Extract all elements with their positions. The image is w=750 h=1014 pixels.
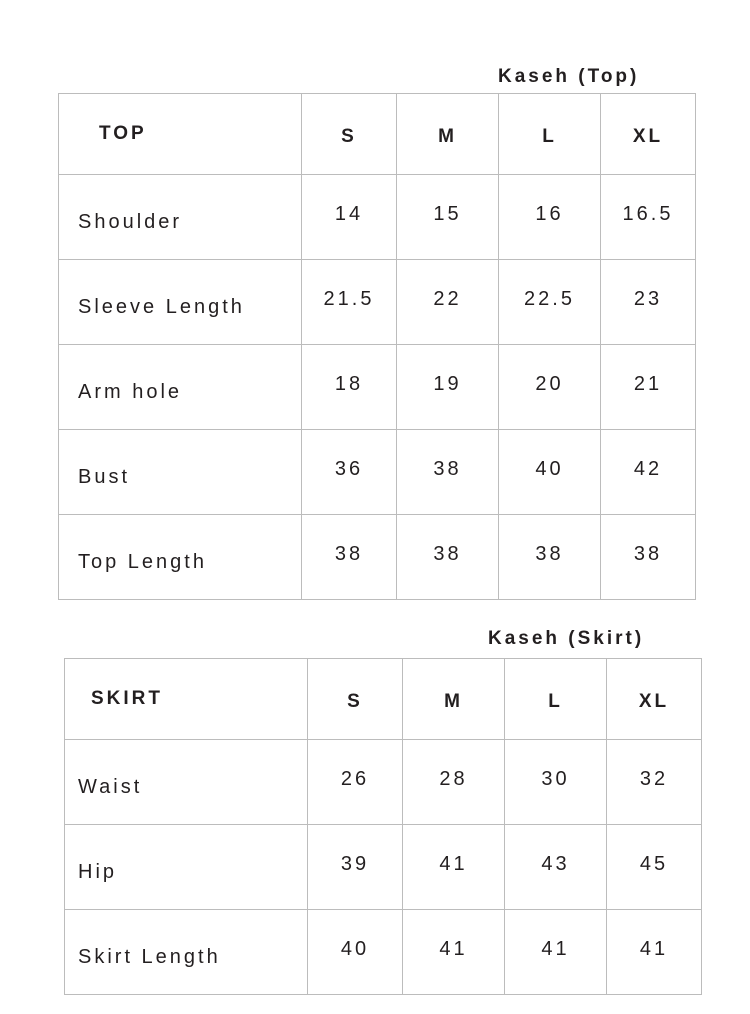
table-row: [59, 430, 696, 515]
top-size-table: [58, 93, 696, 600]
measurement-value: 18: [302, 345, 397, 430]
measurement-label: Waist: [65, 740, 308, 825]
top-chart-title: Kaseh (Top): [498, 66, 640, 87]
table-header-row: [59, 94, 696, 175]
header-label: SKIRT: [65, 659, 308, 740]
header-size-s: S: [308, 659, 403, 740]
measurement-value: 22.5: [499, 260, 601, 345]
measurement-value: 38: [397, 430, 499, 515]
table-row: [59, 345, 696, 430]
header-size-s: S: [302, 94, 397, 175]
measurement-label: Shoulder: [59, 175, 302, 260]
measurement-value: 38: [499, 515, 601, 600]
table-row: [65, 740, 702, 825]
measurement-value: 32: [607, 740, 702, 825]
measurement-value: 45: [607, 825, 702, 910]
measurement-value: 16: [499, 175, 601, 260]
measurement-value: 20: [499, 345, 601, 430]
measurement-value: 38: [302, 515, 397, 600]
header-size-m: M: [403, 659, 505, 740]
measurement-value: 36: [302, 430, 397, 515]
measurement-value: 38: [601, 515, 696, 600]
measurement-value: 40: [499, 430, 601, 515]
skirt-size-table: [64, 658, 702, 995]
measurement-value: 23: [601, 260, 696, 345]
measurement-value: 43: [505, 825, 607, 910]
measurement-label: Top Length: [59, 515, 302, 600]
measurement-label: Skirt Length: [65, 910, 308, 995]
table-row: [59, 260, 696, 345]
measurement-value: 38: [397, 515, 499, 600]
measurement-value: 21.5: [302, 260, 397, 345]
measurement-value: 14: [302, 175, 397, 260]
measurement-label: Hip: [65, 825, 308, 910]
measurement-value: 15: [397, 175, 499, 260]
header-size-l: L: [505, 659, 607, 740]
measurement-value: 41: [403, 910, 505, 995]
table-header-row: [65, 659, 702, 740]
measurement-value: 16.5: [601, 175, 696, 260]
table-row: [59, 515, 696, 600]
measurement-value: 22: [397, 260, 499, 345]
measurement-value: 39: [308, 825, 403, 910]
measurement-label: Bust: [59, 430, 302, 515]
measurement-value: 41: [403, 825, 505, 910]
measurement-label: Sleeve Length: [59, 260, 302, 345]
table-row: [65, 825, 702, 910]
header-size-m: M: [397, 94, 499, 175]
measurement-value: 30: [505, 740, 607, 825]
header-size-xl: XL: [601, 94, 696, 175]
measurement-value: 21: [601, 345, 696, 430]
measurement-value: 42: [601, 430, 696, 515]
table-row: [59, 175, 696, 260]
measurement-value: 26: [308, 740, 403, 825]
measurement-value: 28: [403, 740, 505, 825]
header-size-xl: XL: [607, 659, 702, 740]
header-label: TOP: [59, 94, 302, 175]
header-size-l: L: [499, 94, 601, 175]
measurement-value: 41: [505, 910, 607, 995]
measurement-value: 41: [607, 910, 702, 995]
skirt-chart-title: Kaseh (Skirt): [488, 628, 645, 649]
table-row: [65, 910, 702, 995]
measurement-value: 40: [308, 910, 403, 995]
measurement-label: Arm hole: [59, 345, 302, 430]
measurement-value: 19: [397, 345, 499, 430]
